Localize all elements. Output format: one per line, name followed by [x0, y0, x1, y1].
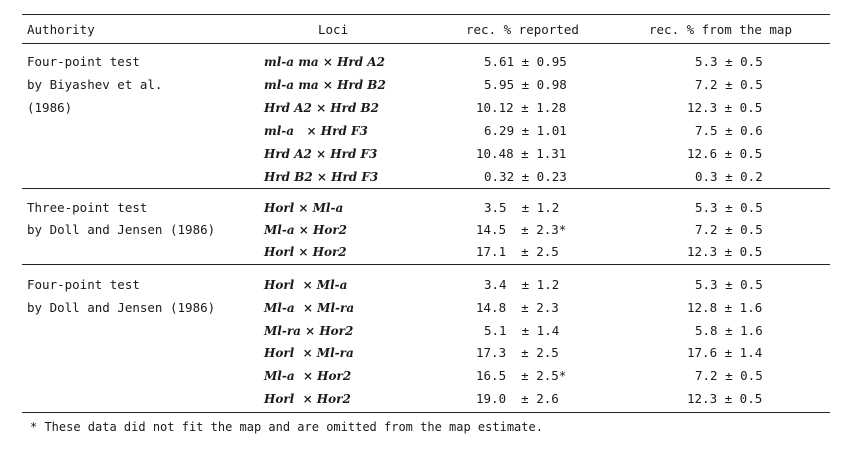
loci-cell: Horl × Ml-a: [264, 278, 348, 292]
header-authority: Authority: [27, 22, 95, 37]
loci-cell: Ml-ra × Hor2: [264, 324, 354, 338]
map-cell: 7.5 ± 0.6: [695, 123, 763, 138]
loci-cell: Ml-a × Hor2: [264, 223, 348, 237]
reported-cell: 19.0 ± 2.6: [476, 391, 559, 406]
group-rule: [22, 188, 830, 189]
top-rule: [22, 14, 830, 15]
reported-cell: 6.29 ± 1.01: [484, 123, 567, 138]
authority-line: Four-point test: [27, 277, 140, 292]
map-cell: 12.3 ± 0.5: [687, 244, 763, 259]
authority-line: (1986): [27, 100, 73, 115]
loci-cell: Horl × Hor2: [264, 392, 351, 406]
reported-cell: 0.32 ± 0.23: [484, 169, 567, 184]
reported-cell: 10.48 ± 1.31: [476, 146, 567, 161]
loci-cell: ml-a ma × Hrd A2: [264, 55, 385, 69]
loci-cell: ml-a ma × Hrd B2: [264, 78, 386, 92]
bottom-rule: [22, 412, 830, 413]
reported-cell: 17.3 ± 2.5: [476, 345, 559, 360]
authority-line: by Doll and Jensen (1986): [27, 222, 216, 237]
loci-cell: Horl × Hor2: [264, 245, 347, 259]
authority-line: by Doll and Jensen (1986): [27, 300, 216, 315]
map-cell: 5.3 ± 0.5: [695, 54, 763, 69]
loci-cell: Ml-a × Hor2: [264, 369, 352, 383]
header-map: rec. % from the map: [649, 22, 792, 37]
map-cell: 7.2 ± 0.5: [695, 222, 763, 237]
reported-cell: 10.12 ± 1.28: [476, 100, 567, 115]
authority-line: Four-point test: [27, 54, 140, 69]
map-cell: 12.6 ± 0.5: [687, 146, 763, 161]
reported-cell: 5.61 ± 0.95: [484, 54, 567, 69]
map-cell: 5.3 ± 0.5: [695, 277, 763, 292]
reported-cell: 16.5 ± 2.5*: [476, 368, 567, 383]
loci-cell: Ml-a × Ml-ra: [264, 301, 355, 315]
authority-line: Three-point test: [27, 200, 148, 215]
header-reported: rec. % reported: [466, 22, 579, 37]
loci-cell: Horl × Ml-a: [264, 201, 344, 215]
reported-cell: 5.1 ± 1.4: [484, 323, 560, 338]
map-cell: 7.2 ± 0.5: [695, 77, 763, 92]
header-rule: [22, 43, 830, 44]
loci-cell: Hrd B2 × Hrd F3: [264, 170, 379, 184]
map-cell: 12.8 ± 1.6: [687, 300, 763, 315]
reported-cell: 3.5 ± 1.2: [484, 200, 560, 215]
authority-line: by Biyashev et al.: [27, 77, 163, 92]
map-cell: 7.2 ± 0.5: [695, 368, 763, 383]
footnote: * These data did not fit the map and are omitted from the map estimate.: [30, 420, 543, 434]
reported-cell: 17.1 ± 2.5: [476, 244, 559, 259]
loci-cell: ml-a × Hrd F3: [264, 124, 368, 138]
map-cell: 12.3 ± 0.5: [687, 391, 763, 406]
map-cell: 17.6 ± 1.4: [687, 345, 763, 360]
header-loci: Loci: [318, 22, 349, 37]
map-cell: 5.3 ± 0.5: [695, 200, 763, 215]
map-cell: 0.3 ± 0.2: [695, 169, 763, 184]
reported-cell: 14.5 ± 2.3*: [476, 222, 567, 237]
loci-cell: Hrd A2 × Hrd F3: [264, 147, 378, 161]
group-rule: [22, 264, 830, 265]
reported-cell: 14.8 ± 2.3: [476, 300, 559, 315]
reported-cell: 5.95 ± 0.98: [484, 77, 567, 92]
loci-cell: Hrd A2 × Hrd B2: [264, 101, 380, 115]
reported-cell: 3.4 ± 1.2: [484, 277, 560, 292]
loci-cell: Horl × Ml-ra: [264, 346, 354, 360]
map-cell: 12.3 ± 0.5: [687, 100, 763, 115]
map-cell: 5.8 ± 1.6: [695, 323, 763, 338]
